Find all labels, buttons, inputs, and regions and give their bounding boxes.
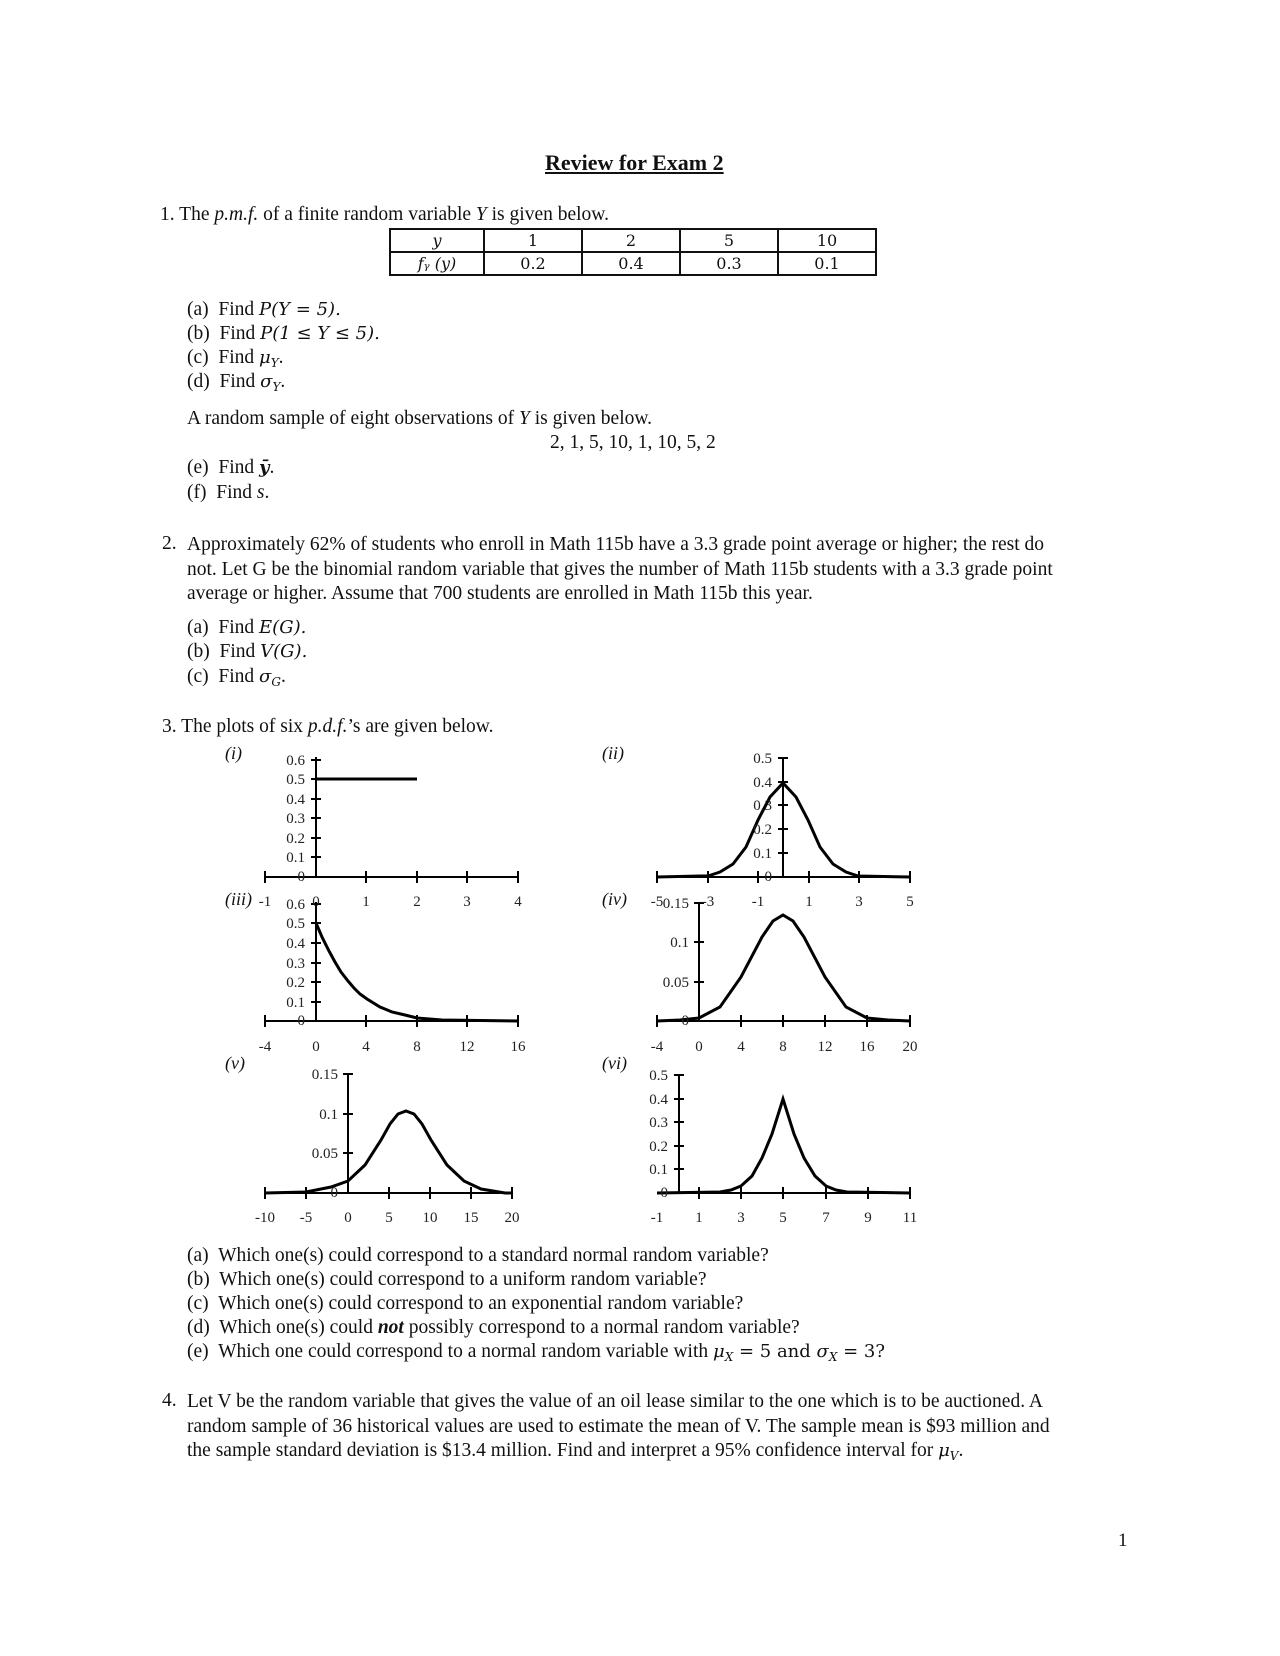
svg-text:0.6: 0.6 — [286, 753, 305, 769]
q4-number: 4. — [162, 1390, 177, 1411]
svg-text:0.3: 0.3 — [286, 956, 305, 972]
svg-text:8: 8 — [779, 1039, 787, 1055]
svg-text:0: 0 — [681, 1013, 689, 1029]
plot-iv — [657, 902, 910, 1027]
svg-text:0.4: 0.4 — [286, 792, 305, 808]
svg-text:0: 0 — [297, 869, 305, 885]
plot-label-v: (v) — [225, 1053, 245, 1073]
q1-number: 1. — [160, 204, 175, 225]
plot-iv-ylabels — [663, 896, 689, 1029]
plot-ii — [657, 758, 910, 883]
table-cell: 2 — [582, 229, 680, 252]
plot-label-iii: (iii) — [225, 889, 252, 909]
plot-vi-xlabels — [651, 1210, 917, 1226]
svg-text:0.3: 0.3 — [753, 798, 772, 814]
svg-text:20: 20 — [902, 1039, 918, 1055]
svg-text:0: 0 — [660, 1185, 668, 1201]
svg-text:1: 1 — [805, 894, 813, 910]
plot-i-ylabels — [286, 753, 305, 885]
svg-text:0.5: 0.5 — [286, 772, 305, 788]
plot-label-i: (i) — [225, 743, 242, 763]
table-cell: 1 — [484, 229, 582, 252]
svg-text:9: 9 — [864, 1210, 872, 1226]
q3-part-b: (b) Which one(s) could correspond to a uniform random variable? — [187, 1269, 707, 1290]
svg-text:-5: -5 — [650, 894, 664, 910]
page-title: Review for Exam 2 — [545, 150, 724, 175]
svg-text:-1: -1 — [258, 894, 272, 910]
svg-text:12: 12 — [459, 1039, 475, 1055]
plot-vi-ylabels — [649, 1068, 668, 1201]
svg-text:0: 0 — [695, 1039, 703, 1055]
svg-text:0.2: 0.2 — [753, 822, 772, 838]
svg-text:7: 7 — [822, 1210, 830, 1226]
svg-text:3: 3 — [855, 894, 863, 910]
svg-text:10: 10 — [422, 1210, 438, 1226]
plot-label-ii: (ii) — [602, 743, 624, 763]
svg-text:0.05: 0.05 — [311, 1146, 338, 1162]
svg-text:-3: -3 — [701, 894, 715, 910]
plot-iii-xlabels — [259, 1039, 526, 1055]
svg-text:5: 5 — [906, 894, 914, 910]
svg-text:0.1: 0.1 — [753, 846, 772, 862]
svg-text:11: 11 — [902, 1210, 918, 1226]
svg-text:0.3: 0.3 — [286, 811, 305, 827]
svg-text:12: 12 — [817, 1039, 833, 1055]
q2-part-c: (c) Find $\sigma_G$. — [187, 666, 286, 689]
svg-text:0: 0 — [344, 1210, 352, 1226]
svg-text:-10: -10 — [255, 1210, 275, 1226]
svg-text:0.1: 0.1 — [286, 850, 305, 866]
svg-text:0: 0 — [297, 1013, 305, 1029]
svg-text:0: 0 — [764, 869, 772, 885]
svg-text:5: 5 — [779, 1210, 787, 1226]
svg-text:5: 5 — [385, 1210, 393, 1226]
svg-text:-4: -4 — [650, 1039, 664, 1055]
q1-part-d: (d) Find $\sigma_Y$. — [187, 371, 286, 394]
page-number: 1 — [1118, 1530, 1128, 1551]
svg-text:0.1: 0.1 — [649, 1162, 668, 1178]
q2-text: Approximately 62% of students who enroll in Math 115b have a 3.3 grade point average or higher; the rest do not. Let G be the binomial random variable that gives the number of Math 115b students with a 3.3 grade point average or higher. Assume that 700 students are enrolled in Math 115b this year. — [187, 534, 1053, 604]
q3-part-d: (d) Which one(s) could not possibly correspond to a normal random variable? — [187, 1317, 800, 1338]
q1-part-f: (f) Find s. — [187, 482, 270, 503]
q3-part-a: (a) Which one(s) could correspond to a standard normal random variable? — [187, 1245, 769, 1266]
table-cell: 10 — [778, 229, 876, 252]
svg-text:8: 8 — [413, 1039, 421, 1055]
plot-v-xlabels — [255, 1210, 520, 1226]
q1-part-b: (b) Find P(1 ≤ Y ≤ 5). — [187, 323, 380, 344]
svg-text:0.5: 0.5 — [286, 916, 305, 932]
svg-text:0.2: 0.2 — [286, 831, 305, 847]
q2-part-a: (a) Find E(G). — [187, 617, 307, 638]
plot-iv-xlabels — [651, 1039, 918, 1055]
svg-text:0.5: 0.5 — [649, 1068, 668, 1084]
svg-text:0.1: 0.1 — [670, 935, 689, 951]
table-cell: 0.4 — [582, 252, 680, 275]
svg-text:-5: -5 — [299, 1210, 313, 1226]
table-header-y: y — [390, 229, 484, 252]
svg-text:1: 1 — [362, 894, 370, 910]
svg-text:0.4: 0.4 — [286, 936, 305, 952]
svg-text:0: 0 — [312, 1039, 320, 1055]
svg-text:0.2: 0.2 — [649, 1139, 668, 1155]
svg-text:3: 3 — [737, 1210, 745, 1226]
svg-text:0.2: 0.2 — [286, 975, 305, 991]
svg-text:0.05: 0.05 — [662, 975, 689, 991]
svg-text:0.4: 0.4 — [649, 1092, 668, 1108]
svg-text:0: 0 — [312, 894, 320, 910]
svg-text:1: 1 — [695, 1210, 703, 1226]
q2-number: 2. — [162, 533, 177, 554]
q1-sample-values: 2, 1, 5, 10, 1, 10, 5, 2 — [550, 432, 716, 453]
q1-sample-intro: A random sample of eight observations of Y is given below. — [187, 408, 653, 429]
q3-part-c: (c) Which one(s) could correspond to an exponential random variable? — [187, 1293, 744, 1314]
table-header-fy: fᵧ (y) — [390, 252, 484, 275]
svg-text:0.5: 0.5 — [753, 751, 772, 767]
table-cell: 0.2 — [484, 252, 582, 275]
svg-text:0.1: 0.1 — [286, 995, 305, 1011]
q1-part-a: (a) Find P(Y = 5). — [187, 299, 341, 320]
q1-part-c: (c) Find $\mu_Y$. — [187, 347, 284, 370]
q1-part-e: (e) Find ȳ. — [187, 457, 275, 478]
q3-part-e: (e) Which one could correspond to a normal random variable with $\mu_X = 5$ and $\sigma_X = 3$? — [187, 1341, 886, 1364]
svg-text:4: 4 — [514, 894, 522, 910]
svg-text:-1: -1 — [751, 894, 765, 910]
plot-iii-ylabels — [286, 897, 305, 1029]
table-cell: 0.3 — [680, 252, 778, 275]
svg-text:16: 16 — [510, 1039, 526, 1055]
plot-vi — [657, 1075, 910, 1199]
table-cell: 5 — [680, 229, 778, 252]
svg-text:0.3: 0.3 — [649, 1115, 668, 1131]
svg-text:16: 16 — [859, 1039, 875, 1055]
svg-text:2: 2 — [413, 894, 421, 910]
plot-ii-ylabels — [753, 751, 772, 885]
svg-text:4: 4 — [737, 1039, 745, 1055]
plot-v — [265, 1074, 512, 1199]
svg-text:0.15: 0.15 — [662, 896, 689, 912]
svg-text:3: 3 — [463, 894, 471, 910]
svg-text:0: 0 — [330, 1185, 338, 1201]
svg-text:0.6: 0.6 — [286, 897, 305, 913]
svg-text:0.15: 0.15 — [311, 1067, 338, 1083]
q1-intro: 1. The p.m.f. of a finite random variable Y is given below. — [160, 204, 609, 225]
plot-v-ylabels — [312, 1067, 338, 1201]
svg-text:15: 15 — [463, 1210, 479, 1226]
svg-text:20: 20 — [504, 1210, 520, 1226]
svg-text:-4: -4 — [258, 1039, 272, 1055]
svg-text:0.1: 0.1 — [319, 1107, 338, 1123]
svg-text:4: 4 — [362, 1039, 370, 1055]
svg-text:-1: -1 — [650, 1210, 664, 1226]
plot-label-vi: (vi) — [602, 1053, 627, 1073]
q2-part-b: (b) Find V(G). — [187, 641, 308, 662]
svg-text:0.4: 0.4 — [753, 775, 772, 791]
q4-text: Let V be the random variable that gives the value of an oil lease similar to the one which is to be auctioned. A random sample of 36 historical values are used to estimate the mean of V. The sample mean is $93 million and the sample standard deviation is $13.4 million. Find and interpret a 95% confidence interval for $\mu_V$. — [187, 1391, 1050, 1463]
q3-intro: 3. The plots of six p.d.f.’s are given below. — [162, 716, 494, 737]
plot-ii-xlabels — [651, 894, 914, 910]
plot-label-iv: (iv) — [602, 889, 627, 909]
table-cell: 0.1 — [778, 252, 876, 275]
